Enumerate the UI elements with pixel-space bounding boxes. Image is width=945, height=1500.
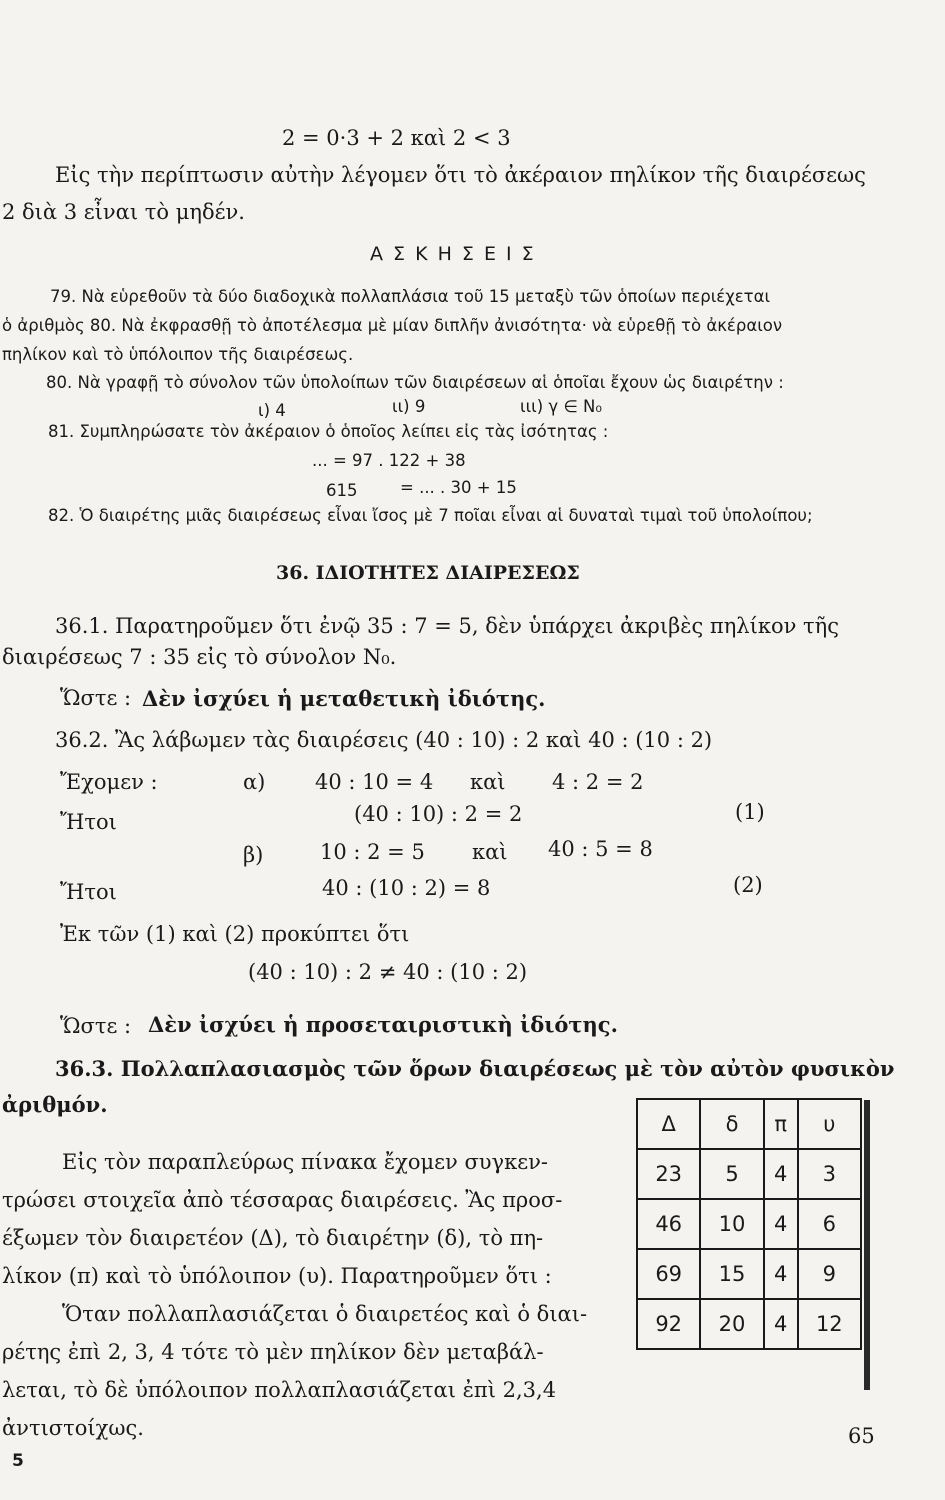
- table-cell: 4: [764, 1299, 798, 1349]
- case-beta-label: β): [243, 843, 264, 867]
- table-cell: 3: [798, 1149, 861, 1199]
- table-cell: 23: [637, 1149, 700, 1199]
- equation-2: 40 : (10 : 2) = 8: [322, 876, 491, 900]
- exercise-79-line-1: 79. Νὰ εὑρεθοῦν τὰ δύο διαδοχικὰ πολλαπλάσια τοῦ 15 μεταξὺ τῶν ὁποίων περιέχεται: [50, 287, 771, 306]
- body-line-4: λίκον (π) καὶ τὸ ὑπόλοιπον (υ). Παρατηροῦμεν ὅτι :: [2, 1264, 552, 1288]
- table-row: [637, 1199, 861, 1249]
- body-line-5: Ὅταν πολλαπλασιάζεται ὁ διαιρετέος καὶ ὁ διαι-: [62, 1302, 588, 1326]
- exercise-80-option-i: ι) 4: [258, 401, 286, 420]
- bleed-through-text: [760, 205, 766, 226]
- equation-2-label: (2): [733, 873, 763, 897]
- paragraph-36-3-heading-line-1: 36.3. Πολλαπλασιασμὸς τῶν ὅρων διαιρέσεως μὲ τὸν αὐτὸν φυσικὸν: [55, 1056, 895, 1081]
- paragraph-36-3-heading-line-2: ἀριθμόν.: [2, 1092, 108, 1117]
- table-shadow: [864, 1100, 870, 1390]
- conclusion-2: Δὲν ἰσχύει ἡ προσεταιριστικὴ ἰδιότης.: [148, 1012, 618, 1037]
- exercise-79-line-2: ὁ ἀριθμὸς 80. Νὰ ἐκφρασθῇ τὸ ἀποτέλεσμα μὲ μίαν διπλῆν ἀνισότητα· νὰ εὑρεθῇ τὸ ἀκέραιον: [2, 316, 783, 335]
- exomen-label: Ἔχομεν :: [60, 770, 158, 794]
- equation-1: (40 : 10) : 2 = 2: [354, 802, 523, 826]
- table-cell: 46: [637, 1199, 700, 1249]
- case-beta-expression: 10 : 2 = 5: [320, 840, 425, 864]
- table-cell: 12: [798, 1299, 861, 1349]
- body-line-3: έξωμεν τὸν διαιρετέον (Δ), τὸ διαιρέτην (δ), τὸ πη-: [2, 1226, 544, 1250]
- table-cell: 69: [637, 1249, 700, 1299]
- table-row: [637, 1149, 861, 1199]
- exercise-80-option-iii: ιιι) γ ∈ N₀: [520, 397, 603, 416]
- intro-line-1: Εἰς τὴν περίπτωσιν αὐτὴν λέγομεν ὅτι τὸ ἀκέραιον πηλίκον τῆς διαιρέσεως: [55, 163, 866, 187]
- header-dividend: Δ: [637, 1099, 700, 1149]
- body-line-6: ρέτης ἐπὶ 2, 3, 4 τότε τὸ μὲν πηλίκον δὲν μεταβάλ-: [2, 1340, 544, 1364]
- intro-line-2: 2 διὰ 3 εἶναι τὸ μηδέν.: [2, 200, 245, 224]
- header-quotient: π: [764, 1099, 798, 1149]
- bleed-through-text: [620, 95, 626, 116]
- table-cell: 10: [700, 1199, 763, 1249]
- case-alpha-and: καὶ: [470, 770, 506, 794]
- htoi-label-2: Ἤτοι: [60, 880, 117, 904]
- case-alpha-label: α): [243, 770, 266, 794]
- exercise-81: 81. Συμπληρώσατε τὸν ἀκέραιον ὁ ὁποῖος λείπει εἰς τὰς ἰσότητας :: [48, 422, 609, 441]
- table-row: [637, 1249, 861, 1299]
- table-cell: 4: [764, 1149, 798, 1199]
- exercises-heading: Α Σ Κ Η Σ Ε Ι Σ: [370, 243, 536, 265]
- equation-1-label: (1): [735, 800, 765, 824]
- table-row: [637, 1299, 861, 1349]
- conclusion-1-prefix: Ὥστε :: [60, 686, 132, 710]
- exercise-79-line-3: πηλίκον καὶ τὸ ὑπόλοιπον τῆς διαιρέσεως.: [2, 345, 354, 364]
- table-cell: 4: [764, 1199, 798, 1249]
- division-table: [636, 1098, 862, 1350]
- table-cell: 5: [700, 1149, 763, 1199]
- table-cell: 92: [637, 1299, 700, 1349]
- exercise-81-equation-2-left: 615: [326, 481, 358, 500]
- case-alpha-expression-2: 4 : 2 = 2: [552, 770, 644, 794]
- conclusion-2-prefix: Ὥστε :: [60, 1014, 132, 1038]
- case-beta-and: καὶ: [472, 840, 508, 864]
- table-cell: 15: [700, 1249, 763, 1299]
- body-line-8: ἀντιστοίχως.: [2, 1416, 144, 1440]
- section-36-heading: 36. ΙΔΙΟΤΗΤΕΣ ΔΙΑΙΡΕΣΕΩΣ: [276, 562, 580, 584]
- body-line-2: τρώσει στοιχεῖα ἀπὸ τέσσαρας διαιρέσεις. Ἂς προσ-: [2, 1188, 563, 1212]
- exercise-80-option-ii: ιι) 9: [392, 397, 426, 416]
- table-cell: 9: [798, 1249, 861, 1299]
- exercise-81-equation-1: ... = 97 . 122 + 38: [312, 451, 466, 470]
- table-cell: 4: [764, 1249, 798, 1299]
- header-divisor: δ: [700, 1099, 763, 1149]
- table-cell: 20: [700, 1299, 763, 1349]
- conclusion-1: Δὲν ἰσχύει ἡ μεταθετικὴ ἰδιότης.: [142, 686, 546, 711]
- exercise-82: 82. Ὁ διαιρέτης μιᾶς διαιρέσεως εἶναι ἴσος μὲ 7 ποῖαι εἶναι αἱ δυναταὶ τιμαὶ τοῦ ὑπολοίπου;: [48, 506, 813, 525]
- paragraph-36-1-line-2: διαιρέσεως 7 : 35 εἰς τὸ σύνολον N₀.: [2, 645, 397, 669]
- table-cell: 6: [798, 1199, 861, 1249]
- table-header-row: [637, 1099, 861, 1149]
- header-remainder: υ: [798, 1099, 861, 1149]
- equation-top: 2 = 0·3 + 2 καὶ 2 < 3: [282, 126, 511, 150]
- exercise-80: 80. Νὰ γραφῇ τὸ σύνολον τῶν ὑπολοίπων τῶν διαιρέσεων αἱ ὁποῖαι ἔχουν ὡς διαιρέτην :: [46, 373, 784, 392]
- body-line-1: Εἰς τὸν παραπλεύρως πίνακα ἔχομεν συγκεν-: [62, 1150, 548, 1174]
- signature-mark: 5: [12, 1451, 24, 1471]
- case-beta-expression-2: 40 : 5 = 8: [548, 837, 653, 861]
- from-1-and-2: Ἐκ τῶν (1) καὶ (2) προκύπτει ὅτι: [60, 922, 410, 946]
- inequality: (40 : 10) : 2 ≠ 40 : (10 : 2): [248, 960, 528, 984]
- case-alpha-expression: 40 : 10 = 4: [315, 770, 434, 794]
- body-line-7: λεται, τὸ δὲ ὑπόλοιπον πολλαπλασιάζεται ἐπὶ 2,3,4: [2, 1378, 557, 1402]
- page-number: 65: [848, 1424, 875, 1448]
- paragraph-36-2-line-1: 36.2. Ἂς λάβωμεν τὰς διαιρέσεις (40 : 10) : 2 καὶ 40 : (10 : 2): [55, 728, 713, 752]
- exercise-81-equation-2-right: = ... . 30 + 15: [400, 478, 517, 497]
- paragraph-36-1-line-1: 36.1. Παρατηροῦμεν ὅτι ἐνῷ 35 : 7 = 5, δὲν ὑπάρχει ἀκριβὲς πηλίκον τῆς: [55, 614, 840, 638]
- htoi-label-1: Ἤτοι: [60, 810, 117, 834]
